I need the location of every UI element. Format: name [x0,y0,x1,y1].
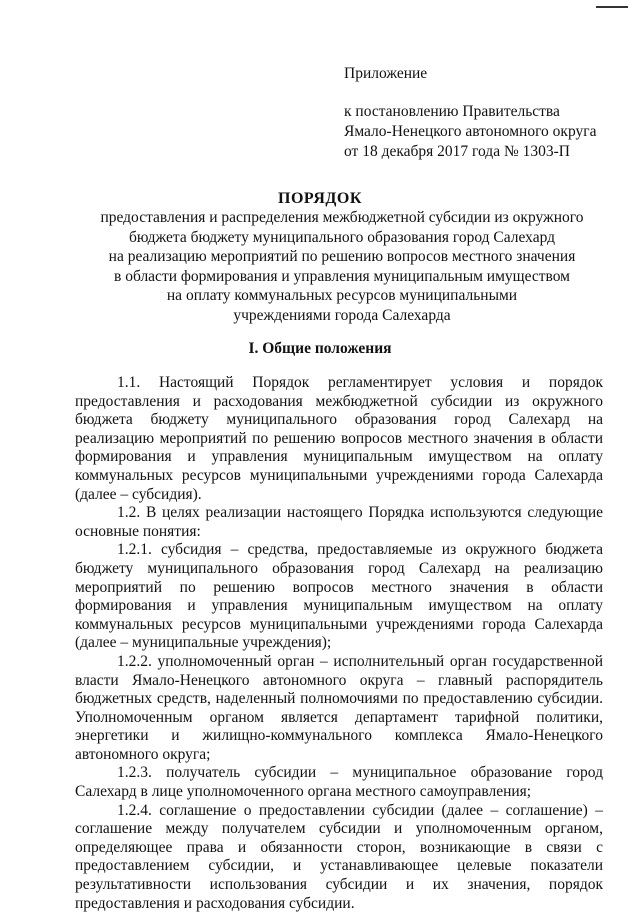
appendix-label: Приложение [344,65,428,82]
paragraph-1-2-1: 1.2.1. субсидия – средства, предоставляемые из окружного бюджета бюджету муниципального образования город Салехард на реализацию мероприятий по решению вопросов местного значения в области формирования и управления муниципальным имуществом на оплату коммунальных ресурсов муниципальными учреждениями города Салехарда (далее – муниципальные учреждения); [75,541,603,652]
document-subtitle [82,208,602,325]
appendix-line-2: Ямало-Ненецкого автономного округа [344,123,597,140]
paragraph-1-2-4: 1.2.4. соглашение о предоставлении субсидии (далее – соглашение) – соглашение между получателем субсидии и уполномоченным органом, определяющее права и обязанности сторон, возникающие в связи с предоставлением субсидии, и устанавливающее целевые показатели результативности использования субсидии и их значения, порядок предоставления и расходования субсидии. [75,801,603,912]
subtitle-line: на оплату коммунальных ресурсов муниципальными [166,287,518,304]
section-title: I. Общие положения [248,340,392,357]
document-title: ПОРЯДОК [278,190,362,207]
paragraph-1-1: 1.1. Настоящий Порядок регламентирует условия и порядок предоставления и расходования межбюджетной субсидии из окружного бюджета бюджету муниципального образования город Салехард на реализацию мероприятий по решению вопросов местного значения в области формирования и управления муниципальным имуществом на оплату коммунальных ресурсов муниципальными учреждениями города Салехарда (далее – субсидия). [75,374,603,503]
appendix-block [344,64,624,162]
appendix-line-1: к постановлению Правительства [344,103,560,120]
subtitle-line: учреждениями города Салехарда [233,306,451,324]
paragraph-1-2-2: 1.2.2. уполномоченный орган – исполнительный орган государственной власти Ямало-Ненецкого автономного округа – главный распорядитель бюджетных средств, наделенный полномочиями по предоставлению субсидии. Уполномоченным органом является департамент тарифной политики, энергетики и жилищно-коммунального комплекса Ямало-Ненецкого автономного округа; [75,652,603,763]
subtitle-line: бюджета бюджету муниципального образования город Салехард [128,228,556,246]
appendix-line-3: от 18 декабря 2017 года № 1303-П [344,143,570,160]
paragraph-1-2: 1.2. В целях реализации настоящего Порядка используются следующие основные понятия: [75,504,603,540]
subtitle-line: на реализацию мероприятий по решению вопросов местного значения [108,248,576,265]
subtitle-line: предоставления и распределения межбюджетной субсидии из окружного [100,209,584,226]
subtitle-line: в области формирования и управления муниципальным имуществом [114,267,570,285]
paragraph-1-2-3: 1.2.3. получатель субсидии – муниципальное образование город Салехард в лице уполномоченного органа местного самоуправления; [75,764,603,801]
document-body [75,374,603,913]
scan-mark [596,6,628,8]
